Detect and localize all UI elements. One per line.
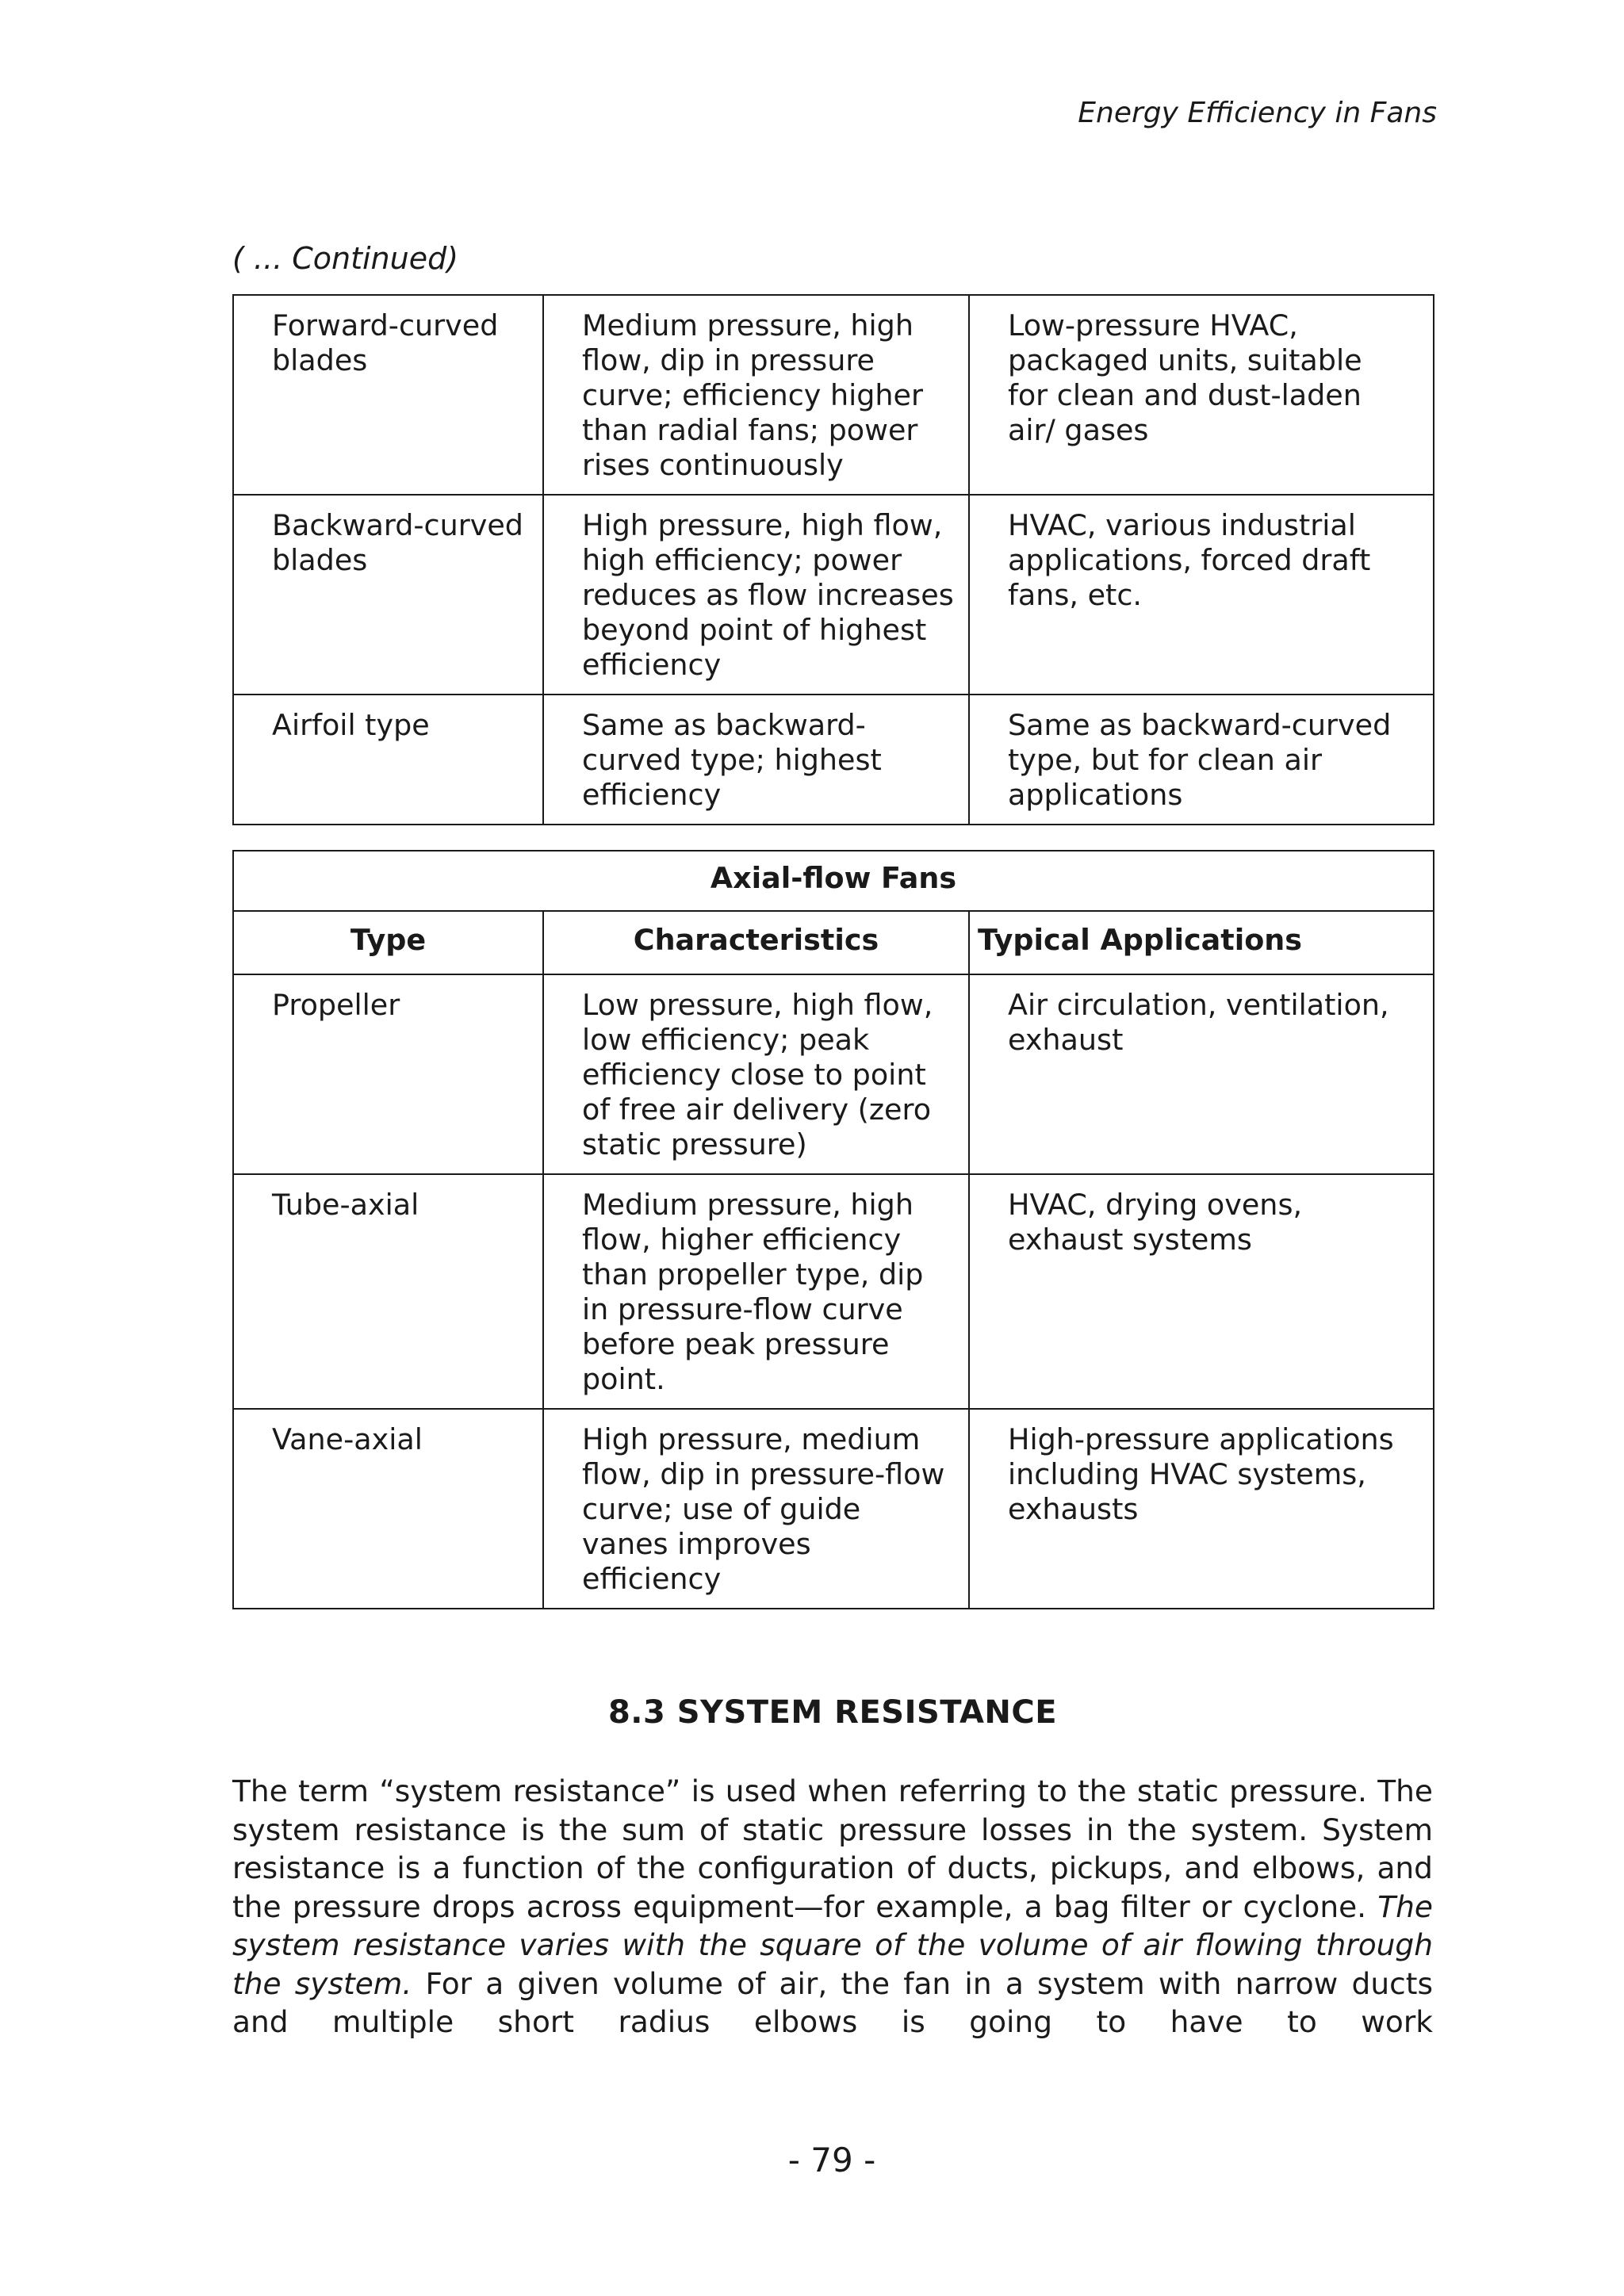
paragraph-text: The term “system resistance” is used when referring to the static pressure. The system resistance is the sum of static pressure losses in the system. System resistance is a function of the configuration of ducts, pickups, and elbows, and the pressure drops across equipment—for example, a bag filter or cyclone. <box>232 1774 1433 1924</box>
table-row <box>233 1409 1434 1609</box>
column-header-type: Type <box>233 911 543 974</box>
characteristics-cell: Same as backward-curved type; highest efficiency <box>543 695 969 825</box>
applications-cell: Same as backward-curved type, but for clean air applications <box>969 695 1434 825</box>
table-row <box>233 695 1434 825</box>
centrifugal-fans-table-continued <box>232 294 1434 825</box>
applications-cell: High-pressure applications including HVAC systems, exhausts <box>969 1409 1434 1609</box>
table-row <box>233 295 1434 495</box>
characteristics-cell: Medium pressure, high flow, higher efficiency than propeller type, dip in pressure-flow curve before peak pressure point. <box>543 1174 969 1409</box>
column-header-applications: Typical Applications <box>969 911 1434 974</box>
type-cell: Propeller <box>233 974 543 1174</box>
table-row <box>233 1174 1434 1409</box>
applications-cell: HVAC, drying ovens, exhaust systems <box>969 1174 1434 1409</box>
applications-cell: Low-pressure HVAC, packaged units, suitable for clean and dust-laden air/ gases <box>969 295 1434 495</box>
body-paragraph <box>232 1772 1433 2042</box>
section-heading: 8.3 SYSTEM RESISTANCE <box>607 1694 1058 1731</box>
applications-cell: Air circulation, ventilation, exhaust <box>969 974 1434 1174</box>
characteristics-cell: Medium pressure, high flow, dip in pressure curve; efficiency higher than radial fans; power rises continuously <box>543 295 969 495</box>
characteristics-cell: Low pressure, high flow, low efficiency; peak efficiency close to point of free air delivery (zero static pressure) <box>543 974 969 1174</box>
type-cell: Tube-axial <box>233 1174 543 1409</box>
characteristics-cell: High pressure, high flow, high efficiency; power reduces as flow increases beyond point of highest efficiency <box>543 495 969 695</box>
continued-label: ( ... Continued) <box>232 241 459 276</box>
table-row <box>233 974 1434 1174</box>
running-header: Energy Efficiency in Fans <box>1078 97 1437 129</box>
page-number: - 79 - <box>787 2141 876 2179</box>
type-cell: Backward-curved blades <box>233 495 543 695</box>
paragraph-text-continued: For a given volume of air, the fan in a system with narrow ducts and multiple short radius elbows is going to have to work <box>232 1965 1433 2039</box>
table-row <box>233 495 1434 695</box>
type-cell: Vane-axial <box>233 1409 543 1609</box>
applications-cell: HVAC, various industrial applications, forced draft fans, etc. <box>969 495 1434 695</box>
table-caption-row <box>233 851 1434 911</box>
type-cell: Airfoil type <box>233 695 543 825</box>
characteristics-cell: High pressure, medium flow, dip in pressure-flow curve; use of guide vanes improves efficiency <box>543 1409 969 1609</box>
axial-flow-fans-table <box>232 850 1434 1609</box>
table-header-row <box>233 911 1434 974</box>
type-cell: Forward-curved blades <box>233 295 543 495</box>
table-caption: Axial-flow Fans <box>233 851 1434 911</box>
paragraph-emphasis: The system resistance varies with the square of the volume of air flowing through the system. <box>232 1888 1433 2001</box>
column-header-characteristics: Characteristics <box>543 911 969 974</box>
